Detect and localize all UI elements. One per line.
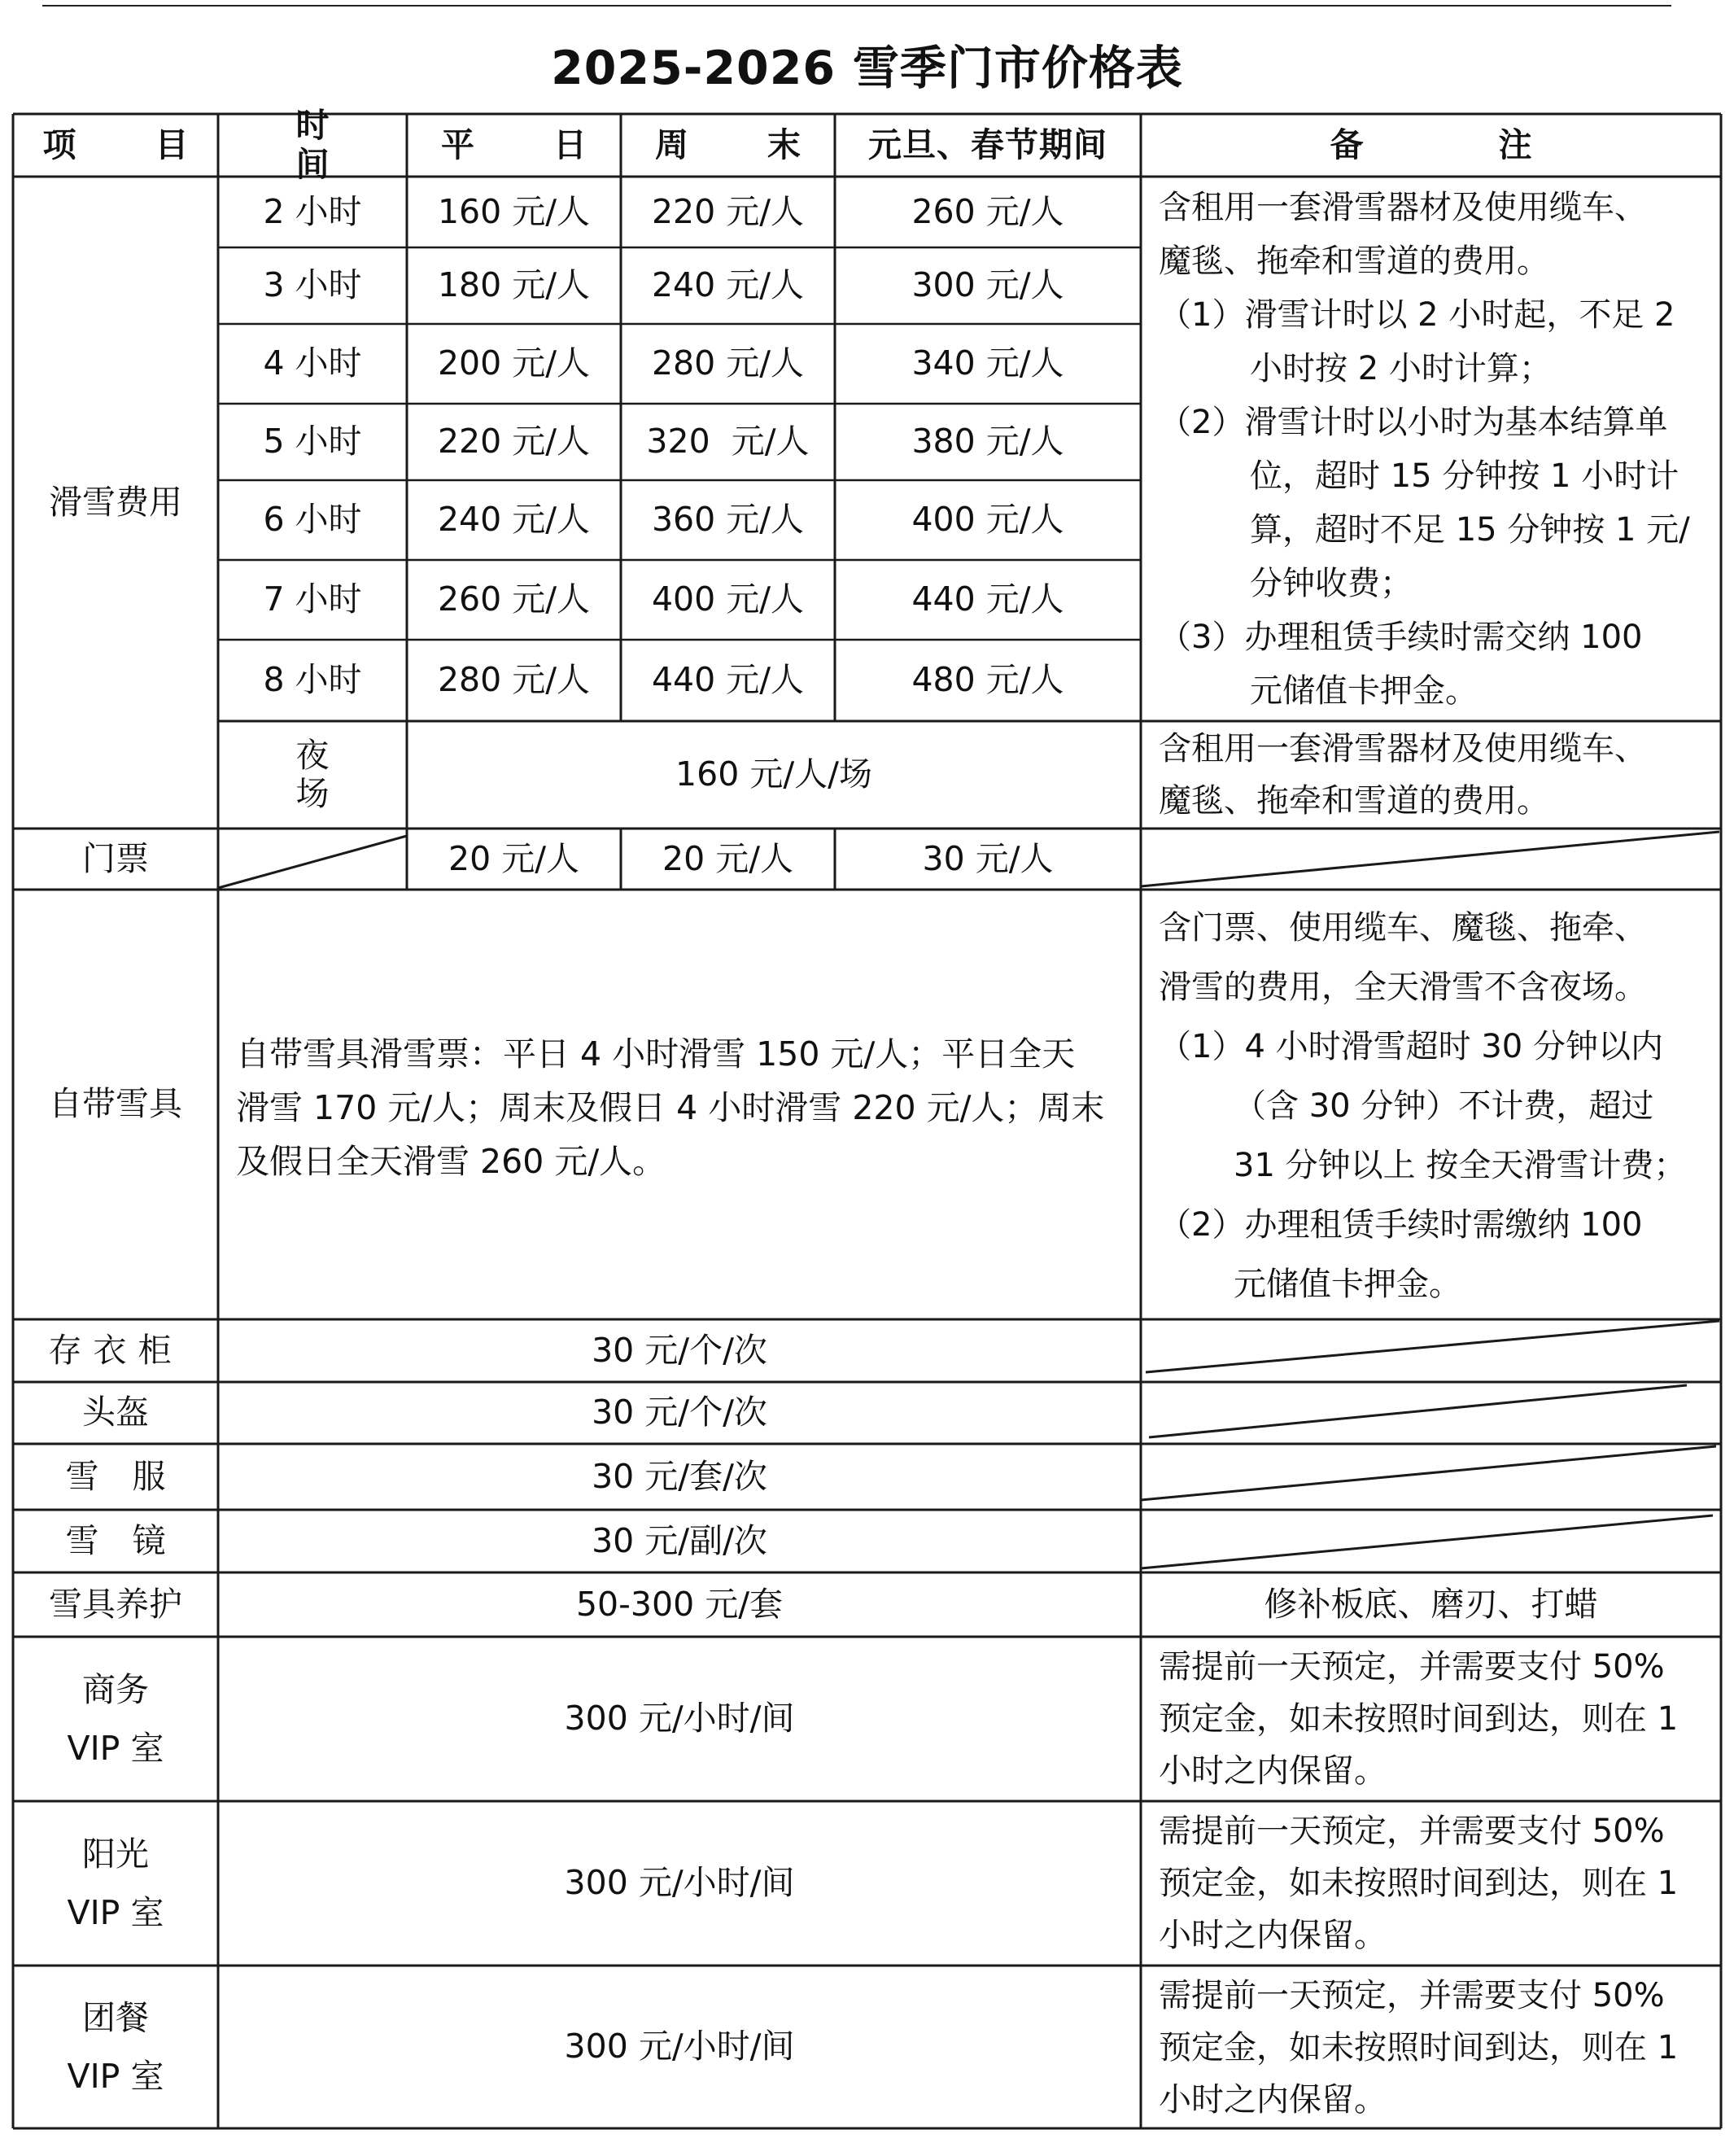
vip-price: 300 元/小时/间 [564,1863,795,1903]
vip-label-line: 阳光 [82,1835,149,1874]
ski-holiday-price: 480 元/人 [911,660,1064,700]
ski-time: 4 小时 [263,343,362,383]
rental-label: 头盔 [82,1393,149,1432]
ski-weekday-price: 160 元/人 [437,191,591,231]
ski-weekend-price: 440 元/人 [651,660,805,700]
own-gear-description [236,1027,1139,1188]
top-rule [42,5,1671,7]
ski-time: 2 小时 [263,191,362,231]
ski-weekend-price: 280 元/人 [651,343,805,383]
note-line: 魔毯、拖牵和雪道的费用。 [1159,243,1549,280]
ski-weekday-price: 240 元/人 [437,500,591,540]
note-line: 分钟收费； [1250,565,1413,602]
vip-price: 300 元/小时/间 [564,2027,795,2066]
vip-label [13,1637,218,1801]
maintenance-price: 50-300 元/套 [575,1584,784,1624]
ski-weekend-price: 220 元/人 [651,191,805,231]
note-line: 元储值卡押金。 [1234,1266,1461,1303]
note-line: （2）办理租赁手续时需缴纳 100 [1159,1206,1643,1244]
header-holiday: 元旦、春节期间 [868,125,1107,164]
ski-time: 7 小时 [263,579,362,619]
desc-line: 滑雪 170 元/人；周末及假日 4 小时滑雪 220 元/人；周末 [236,1088,1105,1127]
note-line: 需提前一天预定，并需要支付 50% [1159,1813,1665,1850]
ski-weekend-price: 360 元/人 [651,500,805,540]
maintenance-label: 雪具养护 [49,1584,182,1624]
vip-label-line: 商务 [82,1670,149,1709]
note-line: 小时之内保留。 [1159,1752,1387,1790]
note-line: 31 分钟以上 按全天滑雪计费； [1234,1147,1687,1184]
note-line: 含租用一套滑雪器材及使用缆车、 [1159,189,1647,226]
vip-label-line: VIP 室 [67,1893,164,1932]
vip-label [13,1966,218,2128]
vip-notes [1159,1970,1720,2126]
header-item: 项 目 [42,125,212,164]
ski-holiday-price: 300 元/人 [911,265,1064,305]
ticket-weekend-price: 20 元/人 [662,838,794,878]
vip-notes [1159,1805,1720,1961]
vip-label-line: 团餐 [82,1998,149,2037]
ski-fee-label: 滑雪费用 [49,482,182,522]
ticket-weekday-price: 20 元/人 [448,838,580,878]
vip-label-line: VIP 室 [67,1729,164,1768]
night-session-notes [1159,723,1720,827]
ticket-label: 门票 [82,838,149,878]
ski-holiday-price: 340 元/人 [911,343,1064,383]
note-line: 预定金，如未按照时间到达，则在 1 [1159,1700,1679,1738]
ski-weekend-price: 400 元/人 [651,579,805,619]
note-line: 元储值卡押金。 [1250,672,1478,710]
own-gear-notes [1159,899,1720,1314]
ski-weekday-price: 220 元/人 [437,422,591,461]
note-line: 算，超时不足 15 分钟按 1 元/ [1250,511,1690,549]
header-weekend: 周 末 [655,125,823,164]
night-session-price: 160 元/人/场 [675,754,872,794]
note-line: （1）4 小时滑雪超时 30 分钟以内 [1159,1028,1663,1065]
header-weekday: 平 日 [441,125,609,164]
note-line: 小时之内保留。 [1159,2081,1387,2119]
ski-time: 8 小时 [263,660,362,700]
ski-fee-notes [1159,181,1720,718]
note-line: （含 30 分钟）不计费，超过 [1234,1087,1654,1125]
note-line: 需提前一天预定，并需要支付 50% [1159,1648,1665,1686]
ski-weekday-price: 200 元/人 [437,343,591,383]
header-time: 时 间 [295,106,408,184]
rental-label: 雪 服 [65,1456,166,1496]
rental-label: 存衣柜 [48,1330,183,1370]
rental-price: 30 元/副/次 [592,1520,767,1560]
note-line: 需提前一天预定，并需要支付 50% [1159,1977,1665,2014]
ski-holiday-price: 260 元/人 [911,191,1064,231]
ski-time: 5 小时 [263,422,362,461]
ski-weekend-price: 320 元/人 [646,422,810,461]
ski-holiday-price: 440 元/人 [911,579,1064,619]
ski-weekday-price: 260 元/人 [437,579,591,619]
night-session-label: 夜 场 [295,735,428,813]
vip-label [13,1801,218,1966]
own-gear-label: 自带雪具 [49,1084,182,1124]
note-line: （2）滑雪计时以小时为基本结算单 [1159,404,1668,441]
note-line: （1）滑雪计时以 2 小时起，不足 2 [1159,296,1675,334]
page-title: 2025-2026 雪季门市价格表 [551,42,1183,95]
ski-weekday-price: 280 元/人 [437,660,591,700]
note-line: 含租用一套滑雪器材及使用缆车、 [1159,730,1647,768]
note-line: 预定金，如未按照时间到达，则在 1 [1159,2029,1679,2066]
ski-holiday-price: 400 元/人 [911,500,1064,540]
rental-label: 雪 镜 [65,1520,166,1560]
desc-line: 自带雪具滑雪票：平日 4 小时滑雪 150 元/人；平日全天 [236,1034,1076,1074]
ski-weekend-price: 240 元/人 [651,265,805,305]
vip-price: 300 元/小时/间 [564,1699,795,1738]
ski-holiday-price: 380 元/人 [911,422,1064,461]
note-line: 预定金，如未按照时间到达，则在 1 [1159,1865,1679,1902]
note-line: （3）办理租赁手续时需交纳 100 [1159,619,1643,656]
ski-weekday-price: 180 元/人 [437,265,591,305]
ski-time: 3 小时 [263,265,362,305]
rental-price: 30 元/个/次 [592,1330,767,1370]
rental-price: 30 元/套/次 [592,1456,767,1496]
maintenance-note: 修补板底、磨刃、打蜡 [1264,1584,1598,1624]
vip-label-line: VIP 室 [67,2057,164,2096]
note-line: 滑雪的费用，全天滑雪不含夜场。 [1159,969,1647,1006]
note-line: 小时按 2 小时计算； [1250,350,1552,387]
rental-price: 30 元/个/次 [592,1393,767,1432]
desc-line: 及假日全天滑雪 260 元/人。 [236,1142,666,1181]
note-line: 魔毯、拖牵和雪道的费用。 [1159,782,1549,820]
note-line: 含门票、使用缆车、魔毯、拖牵、 [1159,909,1647,947]
note-line: 位，超时 15 分钟按 1 小时计 [1250,457,1679,495]
header-remarks: 备 注 [1330,125,1555,164]
ski-time: 6 小时 [263,500,362,540]
note-line: 小时之内保留。 [1159,1917,1387,1954]
ticket-holiday-price: 30 元/人 [922,838,1054,878]
vip-notes [1159,1641,1720,1797]
